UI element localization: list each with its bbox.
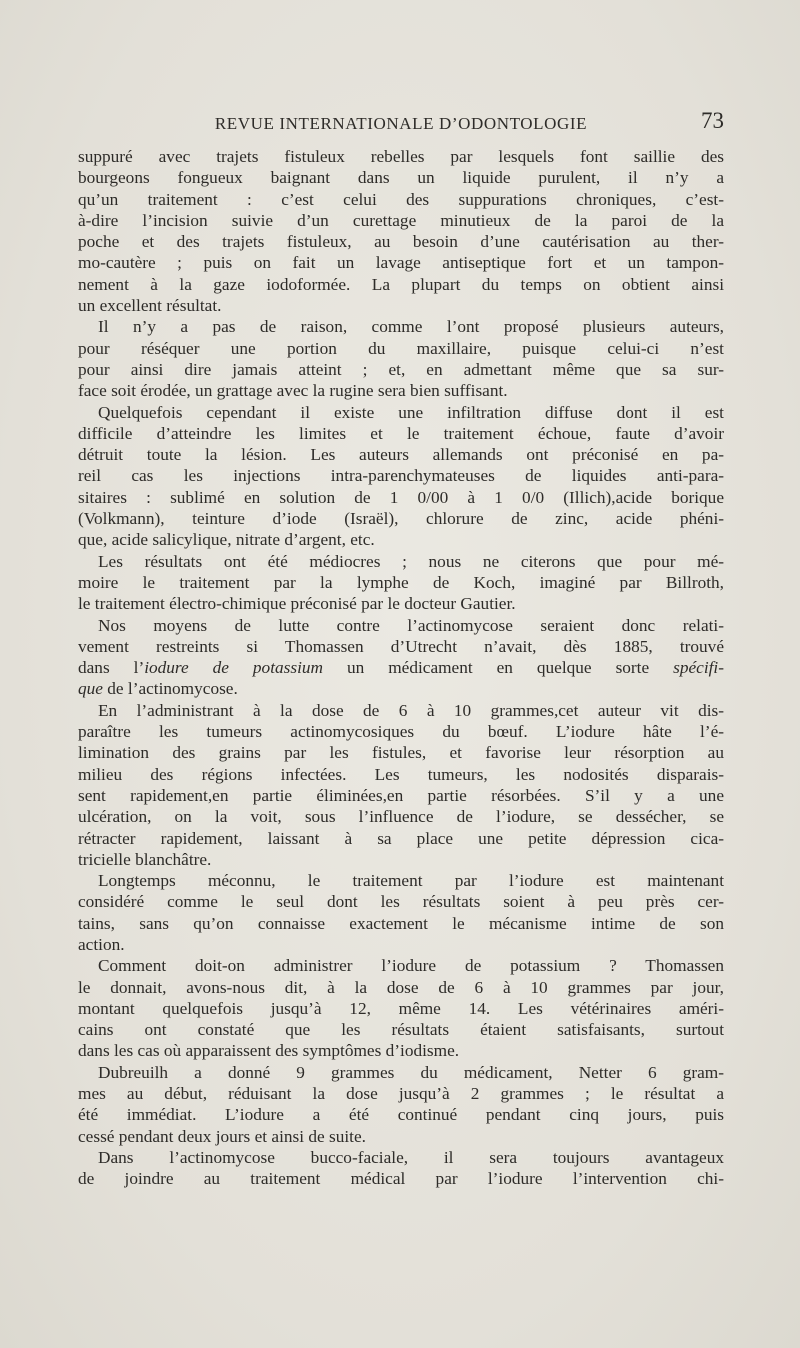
text-line: milieu des régions infectées. Les tumeurs, les nodosités disparais- [78, 764, 724, 784]
text-line: action. [78, 934, 125, 954]
text-line: Dubreuilh a donné 9 grammes du médicament, Netter 6 gram- [98, 1062, 724, 1082]
text-line: Quelquefois cependant il existe une infiltration diffuse dont il est [98, 402, 724, 422]
text-line: le donnait, avons-nous dit, à la dose de 6 à 10 grammes par jour, [78, 977, 724, 997]
text-line: ulcération, on la voit, sous l’influence de l’iodure, se dessécher, se [78, 807, 724, 827]
text-line: que, acide salicylique, nitrate d’argent, etc. [78, 530, 375, 550]
text-segment: dans l’ [78, 658, 145, 678]
text-line: sent rapidement,en partie éliminées,en partie résorbées. S’il y a une [78, 785, 724, 805]
text-line: moire le traitement par la lymphe de Koch, imaginé par Billroth, [78, 572, 724, 592]
text-line: face soit érodée, un grattage avec la rugine sera bien suffisant. [78, 381, 508, 401]
text-line: difficile d’atteindre les limites et le traitement échoue, faute d’avoir [78, 423, 724, 443]
text-line: sitaires : sublimé en solution de 1 0/00 à 1 0/0 (Illich),acide borique [78, 487, 724, 507]
text-line: suppuré avec trajets fistuleux rebelles par lesquels font saillie des [78, 147, 724, 166]
text-line: (Volkmann), teinture d’iode (Israël), chlorure de zinc, acide phéni- [78, 509, 724, 529]
text-line: bourgeons fongueux baignant dans un liquide purulent, il n’y a [78, 168, 724, 188]
text-line: montant quelquefois jusqu’à 12, même 14. Les vétérinaires améri- [78, 998, 724, 1018]
text-line: En l’administrant à la dose de 6 à 10 grammes,cet auteur vit dis- [98, 700, 724, 720]
text-line: de joindre au traitement médical par l’iodure l’intervention chi- [78, 1169, 724, 1189]
text-line: Les résultats ont été médiocres ; nous ne citerons que pour mé- [98, 551, 724, 571]
text-line: limination des grains par les fistules, et favorise leur résorption au [78, 743, 724, 763]
text-line: rétracter rapidement, laissant à sa place une petite dépression cica- [78, 828, 724, 848]
page-header [78, 108, 724, 140]
text-line: tricielle blanchâtre. [78, 849, 212, 869]
text-line: vement restreints si Thomassen d’Utrecht n’avait, dès 1885, trouvé [78, 636, 724, 656]
text-line: un excellent résultat. [78, 296, 222, 316]
text-line: été immédiat. L’iodure a été continué pendant cinq jours, puis [78, 1105, 724, 1125]
text-line: Longtemps méconnu, le traitement par l’iodure est maintenant [98, 871, 724, 891]
text-line: dans les cas où apparaissent des symptômes d’iodisme. [78, 1041, 460, 1061]
text-line: Il n’y a pas de raison, comme l’ont proposé plusieurs auteurs, [98, 317, 724, 337]
text-line: considéré comme le seul dont les résultats soient à peu près cer- [78, 892, 724, 912]
text-line: détruit toute la lésion. Les auteurs allemands ont préconisé en pa- [78, 445, 724, 465]
text-line: cessé pendant deux jours et ainsi de suite. [78, 1126, 366, 1146]
text-segment: un médicament en quelque sorte [323, 658, 674, 678]
italic-text: spécifi- [673, 658, 724, 678]
italic-text: que [78, 679, 103, 699]
text-line: Nos moyens de lutte contre l’actinomycose seraient donc relati- [98, 615, 724, 635]
italic-text: iodure de potassium [144, 658, 324, 678]
page-number: 73 [701, 108, 724, 133]
text-line: pour ainsi dire jamais atteint ; et, en admettant même que sa sur- [78, 359, 724, 379]
text-line: pour réséquer une portion du maxillaire, puisque celui-ci n’est [78, 338, 724, 358]
text-line [78, 657, 724, 678]
text-line: Comment doit-on administrer l’iodure de potassium ? Thomassen [98, 956, 724, 976]
text-line: mo-cautère ; puis on fait un lavage antiseptique fort et un tampon- [78, 253, 724, 273]
text-line: reil cas les injections intra-parenchymateuses de liquides anti-para- [78, 466, 724, 486]
text-line: nement à la gaze iodoformée. La plupart du temps on obtient ainsi [78, 274, 724, 294]
text-line: tains, sans qu’on connaisse exactement le mécanisme intime de son [78, 913, 724, 933]
text-line: qu’un traitement : c’est celui des suppurations chroniques, c’est- [78, 189, 724, 209]
text-line: le traitement électro-chimique préconisé par le docteur Gautier. [78, 594, 516, 614]
text-line: poche et des trajets fistuleux, au besoin d’une cautérisation au ther- [78, 232, 724, 252]
text-line: Dans l’actinomycose bucco-faciale, il sera toujours avantageux [98, 1147, 724, 1167]
text-line: à-dire l’incision suivie d’un curettage minutieux de la paroi de la [78, 210, 724, 230]
text-line [78, 678, 724, 699]
text-line: mes au début, réduisant la dose jusqu’à 2 grammes ; le résultat a [78, 1084, 724, 1104]
text-line: paraître les tumeurs actinomycosiques du bœuf. L’iodure hâte l’é- [78, 722, 724, 742]
running-title: REVUE INTERNATIONALE D’ODONTOLOGIE [214, 114, 588, 133]
body-text [78, 146, 724, 1190]
text-segment: de l’actinomycose. [102, 679, 238, 699]
text-line: cains ont constaté que les résultats étaient satisfaisants, surtout [78, 1020, 724, 1040]
